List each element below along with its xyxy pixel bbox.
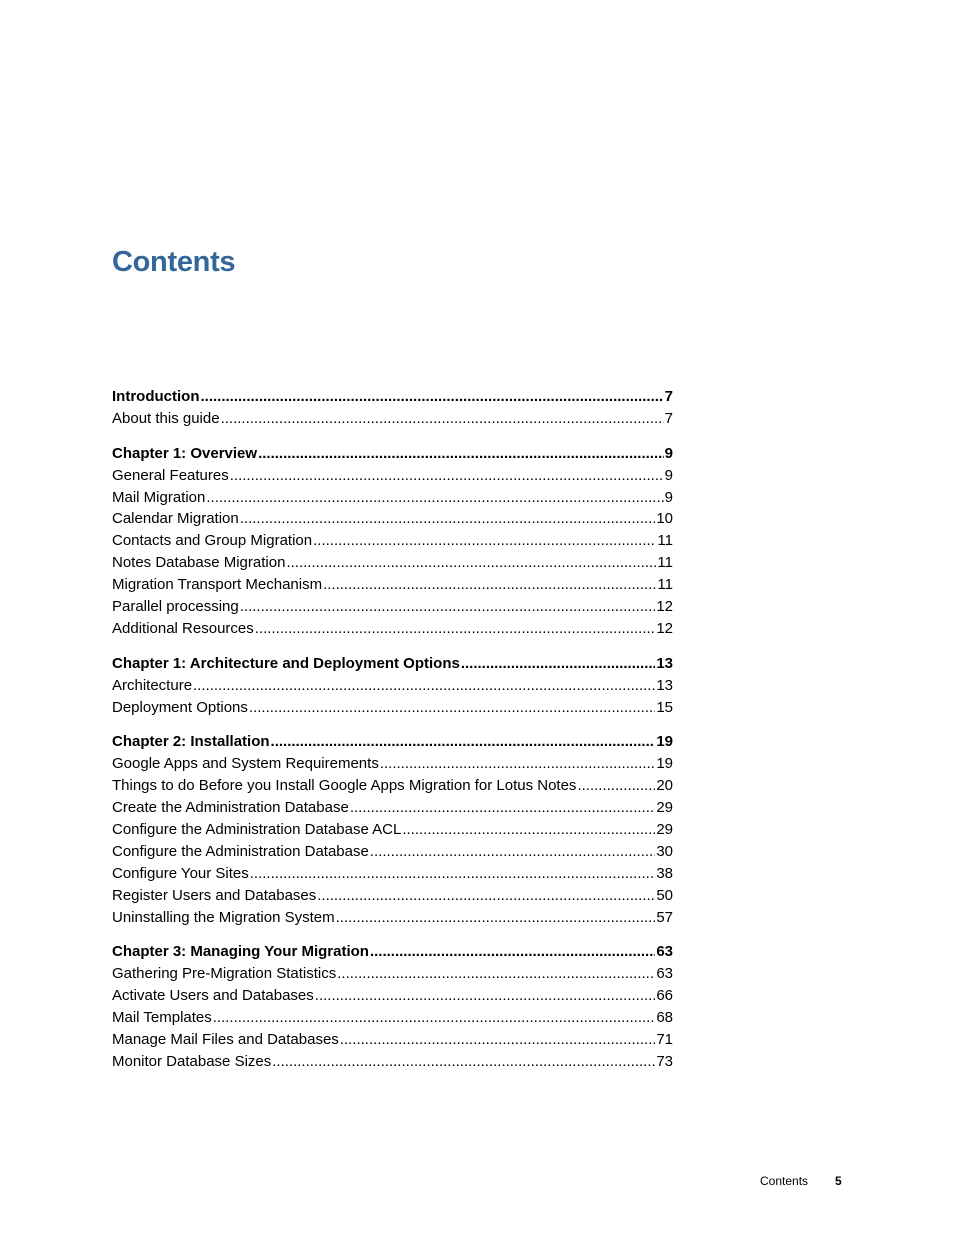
toc-entry-title: Create the Administration Database [112, 799, 349, 817]
toc-page-number: 50 [656, 886, 673, 904]
toc-chapter-entry[interactable] [112, 443, 673, 465]
toc-entry[interactable] [112, 775, 673, 797]
page-footer [760, 1174, 842, 1188]
toc-section [112, 731, 673, 928]
toc-page-number: 19 [656, 733, 673, 751]
toc-page-number: 11 [657, 532, 673, 550]
dot-leader [249, 697, 655, 719]
toc-entry[interactable] [112, 508, 673, 530]
toc-chapter-entry[interactable] [112, 653, 673, 675]
toc-entry-title: Contacts and Group Migration [112, 532, 313, 550]
dot-leader [340, 1029, 656, 1051]
toc-page-number: 12 [656, 619, 673, 637]
toc-entry-title: Calendar Migration [112, 510, 239, 528]
toc-entry[interactable] [112, 797, 673, 819]
dot-leader [313, 530, 656, 552]
dot-leader [577, 775, 655, 797]
toc-entry-title: General Features [112, 466, 229, 484]
footer-page-number: 5 [835, 1174, 842, 1188]
toc-entry-title: Mail Migration [112, 488, 206, 506]
dot-leader [286, 552, 656, 574]
dot-leader [213, 1007, 656, 1029]
dot-leader [272, 1051, 655, 1073]
dot-leader [230, 465, 664, 487]
toc-chapter-entry[interactable] [112, 731, 673, 753]
toc-entry-title: Monitor Database Sizes [112, 1052, 272, 1070]
toc-page-number: 20 [656, 777, 673, 795]
toc-entry-title: Gathering Pre-Migration Statistics [112, 965, 337, 983]
toc-entry[interactable] [112, 697, 673, 719]
toc-entry[interactable] [112, 863, 673, 885]
toc-page-number: 73 [656, 1052, 673, 1070]
toc-entry[interactable] [112, 819, 673, 841]
toc-page-number: 57 [656, 908, 673, 926]
toc-entry-title: Mail Templates [112, 1009, 212, 1027]
toc-page-number: 15 [656, 698, 673, 716]
toc-entry-title: Configure the Administration Database [112, 842, 369, 860]
dot-leader [350, 797, 656, 819]
toc-page-number: 12 [656, 598, 673, 616]
dot-leader [206, 487, 663, 509]
toc-page-number: 63 [656, 943, 673, 961]
toc-page-number: 63 [656, 965, 673, 983]
dot-leader [250, 863, 656, 885]
toc-entry-title: Architecture [112, 676, 193, 694]
toc-entry-title: Register Users and Databases [112, 886, 317, 904]
dot-leader [200, 386, 663, 408]
toc-chapter-title: Chapter 1: Architecture and Deployment Options [112, 654, 460, 672]
toc-page-number: 19 [656, 755, 673, 773]
toc-page-number: 10 [656, 510, 673, 528]
toc-chapter-title: Chapter 3: Managing Your Migration [112, 943, 369, 961]
toc-page-number: 11 [657, 554, 673, 572]
toc-entry[interactable] [112, 675, 673, 697]
dot-leader [221, 408, 664, 430]
toc-entry[interactable] [112, 753, 673, 775]
toc-entry-title: Uninstalling the Migration System [112, 908, 335, 926]
dot-leader [323, 574, 656, 596]
dot-leader [370, 841, 655, 863]
toc-entry[interactable] [112, 408, 673, 430]
toc-entry[interactable] [112, 552, 673, 574]
toc-entry-title: Notes Database Migration [112, 554, 286, 572]
dot-leader [315, 985, 656, 1007]
toc-page-number: 29 [656, 799, 673, 817]
toc-chapter-entry[interactable] [112, 941, 673, 963]
toc-page-number: 13 [656, 676, 673, 694]
toc-chapter-title: Introduction [112, 388, 200, 405]
toc-entry[interactable] [112, 1007, 673, 1029]
toc-page-number: 7 [664, 388, 673, 405]
toc-entry-title: Migration Transport Mechanism [112, 576, 323, 594]
table-of-contents [112, 386, 673, 1086]
toc-page-number: 11 [657, 576, 673, 594]
toc-entry-title: Google Apps and System Requirements [112, 755, 379, 773]
toc-entry-title: Configure Your Sites [112, 864, 249, 882]
toc-section [112, 653, 673, 719]
dot-leader [380, 753, 655, 775]
toc-page-number: 66 [656, 987, 673, 1005]
toc-section [112, 443, 673, 640]
toc-entry[interactable] [112, 841, 673, 863]
dot-leader [271, 731, 656, 753]
toc-entry[interactable] [112, 985, 673, 1007]
toc-page-number: 29 [656, 821, 673, 839]
toc-entry-title: Additional Resources [112, 619, 254, 637]
toc-chapter-title: Chapter 2: Installation [112, 733, 270, 751]
toc-page-number: 7 [664, 409, 673, 427]
toc-entry[interactable] [112, 596, 673, 618]
toc-entry[interactable] [112, 1051, 673, 1073]
toc-entry[interactable] [112, 907, 673, 929]
toc-entry-title: Manage Mail Files and Databases [112, 1031, 339, 1049]
toc-entry-title: Configure the Administration Database ACL [112, 821, 402, 839]
toc-page-number: 71 [656, 1031, 673, 1049]
dot-leader [193, 675, 655, 697]
toc-entry[interactable] [112, 465, 673, 487]
dot-leader [258, 443, 664, 465]
toc-section [112, 941, 673, 1072]
dot-leader [402, 819, 655, 841]
toc-entry[interactable] [112, 618, 673, 640]
toc-entry[interactable] [112, 1029, 673, 1051]
toc-entry[interactable] [112, 487, 673, 509]
toc-page-number: 9 [664, 444, 673, 462]
toc-entry-title: Deployment Options [112, 698, 248, 716]
dot-leader [240, 508, 656, 530]
dot-leader [337, 963, 655, 985]
toc-page-number: 9 [664, 488, 673, 506]
dot-leader [461, 653, 655, 675]
toc-section [112, 386, 673, 430]
toc-entry[interactable] [112, 885, 673, 907]
toc-chapter-entry[interactable] [112, 386, 673, 408]
dot-leader [336, 907, 656, 929]
toc-page-number: 38 [656, 864, 673, 882]
toc-page-number: 30 [656, 842, 673, 860]
dot-leader [370, 941, 655, 963]
toc-page-number: 68 [656, 1009, 673, 1027]
dot-leader [317, 885, 655, 907]
footer-label: Contents [760, 1174, 809, 1188]
toc-entry[interactable] [112, 963, 673, 985]
dot-leader [240, 596, 656, 618]
toc-entry-title: About this guide [112, 409, 220, 427]
toc-chapter-title: Chapter 1: Overview [112, 444, 258, 462]
toc-entry[interactable] [112, 530, 673, 552]
toc-entry-title: Things to do Before you Install Google Apps Migration for Lotus Notes [112, 777, 577, 795]
toc-entry[interactable] [112, 574, 673, 596]
toc-page-number: 9 [664, 466, 673, 484]
toc-entry-title: Activate Users and Databases [112, 987, 314, 1005]
dot-leader [255, 618, 656, 640]
toc-entry-title: Parallel processing [112, 598, 239, 616]
toc-page-number: 13 [656, 654, 673, 672]
page-title: Contents [112, 246, 236, 278]
